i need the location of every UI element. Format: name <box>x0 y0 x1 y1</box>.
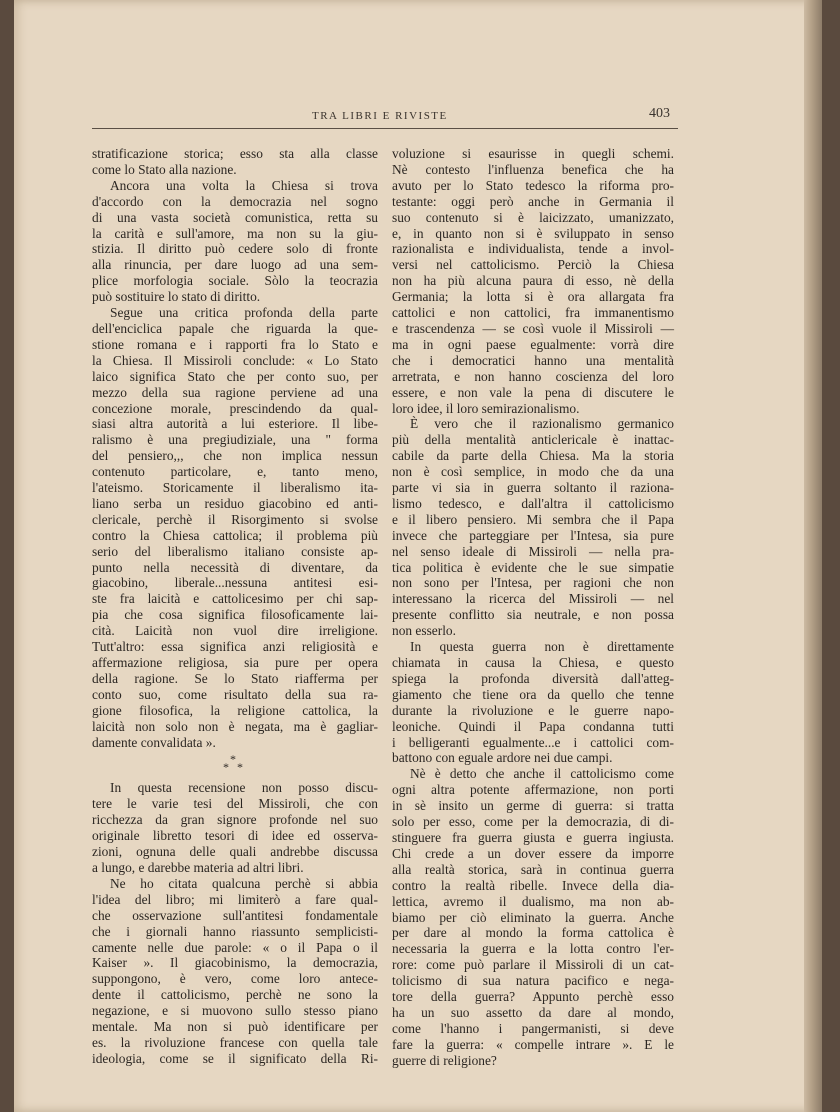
text-line: damente convalidata ». <box>92 734 216 750</box>
text-line: lismo tedesco, e dall'altra il cattolicismo <box>392 495 674 511</box>
text-line: affermazione religiosa, sia pure per opera <box>92 655 378 670</box>
text-line: ogni altra potente affermazione, non porti <box>392 782 674 798</box>
text-line: Segue una critica profonda della parte <box>110 305 378 321</box>
text-line: loro idee, il loro semirazionalismo. <box>392 400 580 416</box>
text-line: l'idea del libro; mi limiterò a fare qual- <box>92 891 378 907</box>
text-line: tolicismo di sua natura pacifico e nega- <box>392 973 674 989</box>
text-line: rore: come può parlare il Missiroli di un cat- <box>392 957 674 973</box>
text-line: cità. Laicità non vuol dire irreligione. <box>92 623 378 639</box>
text-line: liano serba un residuo giacobino ed anti- <box>92 495 378 511</box>
text-line: leoniche. Quindi il Papa condanna tutti <box>392 718 674 734</box>
text-line: ma in ogni paese egualmente: vorrà dire <box>392 336 674 352</box>
text-line: contenuto particolare, e, tanto meno, <box>92 464 378 480</box>
text-line: non esserlo. <box>392 623 456 639</box>
text-line: e il libero pensiero. Mi sembra che il Papa <box>392 511 674 527</box>
text-line: non ha più alcuna paura di esso, nè della <box>392 273 674 289</box>
asterisk: * <box>237 760 243 775</box>
text-line: parte vi sia in guerra soltanto il raziona- <box>392 480 674 496</box>
text-line: giacobino, liberale...nessuna antitesi esi- <box>92 575 378 591</box>
text-line: punto nella necessità di diventare, da <box>92 559 378 575</box>
text-line: a lungo, e darebbe materia ad altri libri. <box>92 859 304 875</box>
text-line: suppongono, è vero, come loro antece- <box>92 971 378 987</box>
text-line: tore della guerra? Appunto perchè esso <box>392 989 674 1005</box>
text-line: interessano la ricerca del Missiroli — nel <box>392 591 674 607</box>
text-line: chiamata in causa la Chiesa, e questo <box>392 655 674 670</box>
text-line: spiega la profonda diversità dall'atteg- <box>392 670 674 686</box>
text-line: mentale. Ma non si può identificare per <box>92 1019 378 1035</box>
text-line: contro la Chiesa cattolica; il problema più <box>92 527 378 543</box>
text-line: cabile da parte della Chiesa. Ma la storia <box>392 448 674 464</box>
text-line: guerre di religione? <box>392 1052 497 1068</box>
text-line: tere le varie tesi del Missiroli, che con <box>92 796 378 812</box>
text-line: di una vasta società comunistica, retta su <box>92 209 378 225</box>
text-line: concezione morale, prescindendo da qual- <box>92 400 378 416</box>
text-line: pia che cosa significa filosoficamente lai- <box>92 607 378 623</box>
page-number: 403 <box>649 106 670 121</box>
text-line: Nè contesto l'influenza benefica che ha <box>392 161 674 177</box>
asterisk: * <box>223 760 229 775</box>
text-line: alla rinuncia, per dare luogo ad una sem- <box>92 257 378 273</box>
text-line: Ne ho citata qualcuna perchè si abbia <box>110 875 378 891</box>
text-line: invece che parteggiare per l'Intesa, sia pure <box>392 527 674 543</box>
text-line: È vero che il razionalismo germanico <box>410 416 674 432</box>
text-line: ideologia, come se il significato della Ri- <box>92 1050 378 1066</box>
text-line: la Chiesa. Il Missiroli conclude: « Lo Stato <box>92 352 378 368</box>
asterisk: * <box>230 752 236 767</box>
text-line: non sono per l'Intesa, per ragioni che non <box>392 575 674 591</box>
text-line: ralismo è una pregiudiziale, una " forma <box>92 432 378 448</box>
text-line: zioni, ognuna delle quali andrebbe discussa <box>92 844 378 860</box>
text-line: biamo per ciò eliminato la guerra. Anche <box>392 909 674 925</box>
text-line: e trascendenza — se così vuole il Missiroli — <box>392 320 674 336</box>
text-line: nel senso ideale di Missiroli — nella pra- <box>392 543 674 559</box>
text-line: conto suo, come risultato della sua ra- <box>92 686 378 702</box>
text-line: come lo Stato alla nazione. <box>92 161 237 177</box>
text-line: stione romana e i rapporti fra lo Stato e <box>92 336 378 352</box>
running-title: TRA LIBRI E RIVISTE <box>312 110 448 122</box>
text-line: dell'enciclica papale che riguarda la que- <box>92 320 378 336</box>
text-line: tica politica è evidente che le sue simpatie <box>392 559 674 575</box>
text-line: e, in quanto non si è sviluppato in senso <box>392 225 674 241</box>
text-line: cattolici e non cattolici, fra immanentismo <box>392 305 674 321</box>
text-line: versi nel cattolicismo. Perciò la Chiesa <box>392 257 674 273</box>
text-line: dente il cattolicismo, perchè ne sono la <box>92 987 378 1003</box>
text-line: può sostituire lo stato di diritto. <box>92 289 261 305</box>
text-line: testante: oggi però anche in Germania il <box>392 193 674 209</box>
text-line: Ancora una volta la Chiesa si trova <box>110 177 378 193</box>
text-line: non è così semplice, in modo che da una <box>392 464 674 480</box>
text-line: In questa recensione non posso discu- <box>110 780 378 796</box>
text-line: i belligeranti egualmente...e i cattolici com- <box>392 734 674 750</box>
left-column <box>92 146 378 1067</box>
text-line: razionalista e individualista, tende a invol- <box>392 241 674 257</box>
text-line: ha un suo assetto da dare al mondo, <box>392 1004 674 1020</box>
text-line: In questa guerra non è direttamente <box>410 639 674 655</box>
text-line: serio del liberalismo italiano consiste ap- <box>92 543 378 559</box>
text-line: suo contenuto si è laicizzato, umanizzato, <box>392 209 674 225</box>
text-line: fare la guerra: « compelle intrare ». E le <box>392 1036 674 1052</box>
text-line: l'ateismo. Storicamente il liberalismo ita- <box>92 480 378 496</box>
text-line: battono con eguale ardore nei due campi. <box>392 750 613 766</box>
text-line: plice morfologia sociale. Sòlo la teocrazia <box>92 273 378 289</box>
text-line: stizia. Il diritto può cedere solo di fronte <box>92 241 378 257</box>
text-line: Tutt'altro: essa significa anzi religiosità e <box>92 639 378 655</box>
text-line: lettica, avremo il dualismo, ma non ab- <box>392 893 674 909</box>
running-header <box>92 106 678 128</box>
text-line: gione filosofica, la religione cattolica, la <box>92 702 378 718</box>
text-line: Nè è detto che anche il cattolicismo come <box>410 766 674 782</box>
text-line: per dare al mondo la forma cattolica è <box>392 925 674 941</box>
text-line: es. la rivoluzione francese con quella tale <box>92 1034 378 1050</box>
page-edge <box>804 0 822 1112</box>
text-line: laicità non solo non è negata, ma è gagliar- <box>92 718 378 734</box>
text-line: come l'hanno i pangermanisti, si deve <box>392 1020 674 1036</box>
text-line: che i giornali hanno riassunto semplicisti- <box>92 923 378 939</box>
text-line: solo per esso, come per la democrazia, di di- <box>392 814 674 830</box>
text-line: stratificazione storica; esso sta alla classe <box>92 146 378 161</box>
text-line: contro la realtà ribelle. Invece della dia- <box>392 877 674 893</box>
text-line: necessaria la guerra e la lotta contro l'er- <box>392 941 674 957</box>
text-line: ricchezza da gran signore profonde nel suo <box>92 812 378 828</box>
text-line: alla realtà storica, sarà in continua guerra <box>392 861 674 877</box>
text-line: che i democratici hanno una mentalità <box>392 352 674 368</box>
text-line: avuto per lo Stato tedesco la riforma pro- <box>392 177 674 193</box>
text-line: camente nelle due parole: « o il Papa o il <box>92 939 378 955</box>
text-line: Germania; la lotta si è ora allargata fra <box>392 289 674 305</box>
text-line: della ragione. Se lo Stato riafferma per <box>92 670 378 686</box>
text-line: essere, e non vale la pena di discutere le <box>392 384 674 400</box>
text-line: voluzione si esaurisse in quegli schemi. <box>392 146 674 161</box>
section-asterism <box>92 750 378 780</box>
text-line: in sè insito un germe di guerra: si tratta <box>392 798 674 814</box>
right-column <box>392 146 674 1069</box>
text-line: giamento che tiene ora da quello che tenne <box>392 686 674 702</box>
text-line: del pensiero,,, che non implica nessun <box>92 448 378 464</box>
header-rule <box>92 128 678 129</box>
text-line: stinguere fra guerra giusta e guerra ingiusta. <box>392 829 674 845</box>
text-line: originale libretto tesori di idee ed osserva- <box>92 828 378 844</box>
text-line: presente conflitto sia neutrale, e non possa <box>392 607 674 623</box>
text-line: più della mentalità anticlericale è inattac- <box>392 432 674 448</box>
text-line: arretrata, e non hanno coscienza del loro <box>392 368 674 384</box>
text-line: siasi altra autorità a lui esteriore. Il libe- <box>92 416 378 432</box>
text-line: d'accordo con la democrazia nel sogno <box>92 193 378 209</box>
text-line: durante la rivoluzione e le guerre napo- <box>392 702 674 718</box>
text-line: clericale, perchè il Risorgimento si svolse <box>92 511 378 527</box>
text-line: Kaiser ». Il giacobinismo, la democrazia, <box>92 955 378 971</box>
text-line: ste fra laicità e cattolicesimo per chi sap- <box>92 591 378 607</box>
text-line: laico significa Stato che per conto suo, per <box>92 368 378 384</box>
text-line: negazione, e si muovono sullo stesso piano <box>92 1003 378 1019</box>
text-line: la carità e sull'amore, ma non su la giu- <box>92 225 378 241</box>
text-line: Chi crede a un dover essere da imporre <box>392 845 674 861</box>
text-line: mezzo della sua ragione perviene ad una <box>92 384 378 400</box>
text-line: che osservazione sull'antitesi fondamentale <box>92 907 378 923</box>
